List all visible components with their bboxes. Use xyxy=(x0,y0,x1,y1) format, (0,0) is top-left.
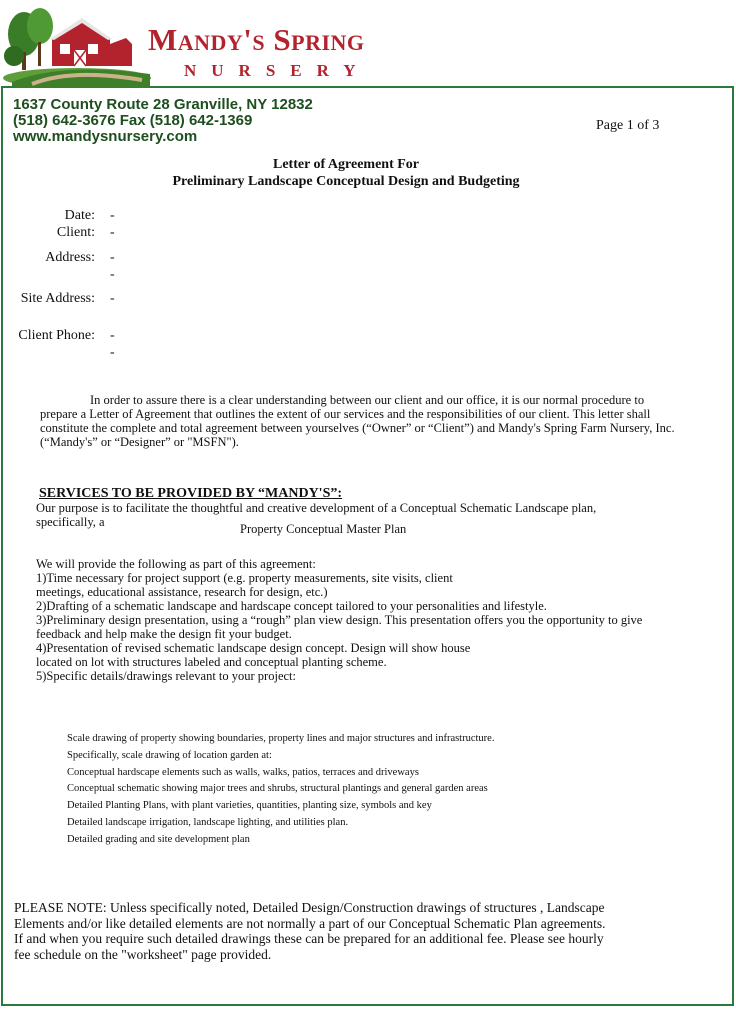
client-phone-value-line2: - xyxy=(110,345,115,360)
company-website[interactable]: www.mandysnursery.com xyxy=(13,128,198,145)
services-list-item: feedback and help make the design fit your budget. xyxy=(36,627,292,641)
page-number: Page 1 of 3 xyxy=(596,118,660,133)
brand-name: Mandy's Spring xyxy=(148,22,365,57)
please-note-paragraph xyxy=(14,900,606,962)
services-list-item: meetings, educational assistance, research for design, etc.) xyxy=(36,585,328,599)
services-list-item: 4)Presentation of revised schematic landscape design concept. Design will show house xyxy=(36,641,471,655)
intro-line: prepare a Letter of Agreement that outlines the extent of our services and the responsibilities of our client. This letter shall xyxy=(40,407,651,421)
details-list-item: Specifically, scale drawing of location garden at: xyxy=(67,749,272,761)
intro-line: constitute the complete and total agreement between yourselves (“Owner” or “Client”) and Mandy's Spring Farm Nursery, Inc. xyxy=(40,421,675,435)
note-line: fee schedule on the "worksheet" page provided. xyxy=(14,946,272,962)
details-list-item: Detailed Planting Plans, with plant varieties, quantities, planting size, symbols and key xyxy=(67,800,432,812)
brand-subtitle: NURSERY xyxy=(184,61,371,80)
date-label: Date: xyxy=(64,208,95,223)
note-line: If and when you require such detailed drawings these can be prepared for an additional fee. Please see hourly xyxy=(14,931,604,947)
intro-line: (“Mandy's” or “Designer” or "MSFN"). xyxy=(40,435,239,449)
document-title-line1: Letter of Agreement For xyxy=(272,157,420,172)
page-border xyxy=(1,86,734,1006)
client-value: - xyxy=(110,225,115,240)
details-list xyxy=(67,731,494,849)
intro-line: In order to assure there is a clear understanding between our client and our office, it is our normal procedure to xyxy=(90,393,645,407)
services-list-item: 1)Time necessary for project support (e.g. property measurements, site visits, client xyxy=(36,571,453,585)
details-list-item: Detailed landscape irrigation, landscape lighting, and utilities plan. xyxy=(67,816,349,828)
document-title-line2: Preliminary Landscape Conceptual Design and Budgeting xyxy=(172,174,520,189)
intro-paragraph xyxy=(40,393,730,449)
client-label: Client: xyxy=(56,225,95,240)
services-list xyxy=(36,571,642,683)
note-line: PLEASE NOTE: Unless specifically noted, Detailed Design/Construction drawings of structures , Landscape xyxy=(14,900,605,915)
page-border-top xyxy=(150,86,734,88)
site-address-label: Site Address: xyxy=(20,291,95,306)
page-border-top-left xyxy=(1,86,15,88)
company-address: 1637 County Route 28 Granville, NY 12832 xyxy=(13,96,313,113)
services-list-item: 5)Specific details/drawings relevant to your project: xyxy=(36,669,296,683)
services-list-item: located on lot with structures labeled and conceptual planting scheme. xyxy=(36,655,387,669)
details-list-item: Scale drawing of property showing boundaries, property lines and major structures and infrastructure. xyxy=(67,733,495,744)
details-list-item: Conceptual schematic showing major trees and shrubs, structural plantings and general garden areas xyxy=(67,783,488,795)
address-value-line2: - xyxy=(110,267,115,282)
master-plan-title: Property Conceptual Master Plan xyxy=(240,522,407,536)
purpose-line: specifically, a xyxy=(36,515,105,529)
address-label: Address: xyxy=(45,250,95,265)
purpose-line: Our purpose is to facilitate the thoughtful and creative development of a Conceptual Schematic Landscape plan, xyxy=(36,501,597,515)
services-heading: SERVICES TO BE PROVIDED BY “MANDY'S”: xyxy=(39,486,343,501)
company-phones: (518) 642-3676 Fax (518) 642-1369 xyxy=(13,112,253,129)
services-list-item: 3)Preliminary design presentation, using a “rough” plan view design. This presentation offers you the opportunity to give xyxy=(36,613,643,627)
client-phone-value-line1: - xyxy=(110,328,115,343)
address-value-line1: - xyxy=(110,250,115,265)
provide-intro: We will provide the following as part of this agreement: xyxy=(36,557,316,571)
services-list-item: 2)Drafting of a schematic landscape and hardscape concept tailored to your personalities and lifestyle. xyxy=(36,599,547,613)
details-list-item: Detailed grading and site development plan xyxy=(67,833,250,845)
note-line: Elements and/or like detailed elements are not normally a part of our Conceptual Schematic Plan agreements. xyxy=(14,915,606,931)
details-list-item: Conceptual hardscape elements such as walls, walks, patios, terraces and driveways xyxy=(67,766,419,778)
logo-barn-image xyxy=(2,4,152,90)
date-value: - xyxy=(110,208,115,223)
site-address-value: - xyxy=(110,291,115,306)
client-phone-label: Client Phone: xyxy=(18,328,95,343)
